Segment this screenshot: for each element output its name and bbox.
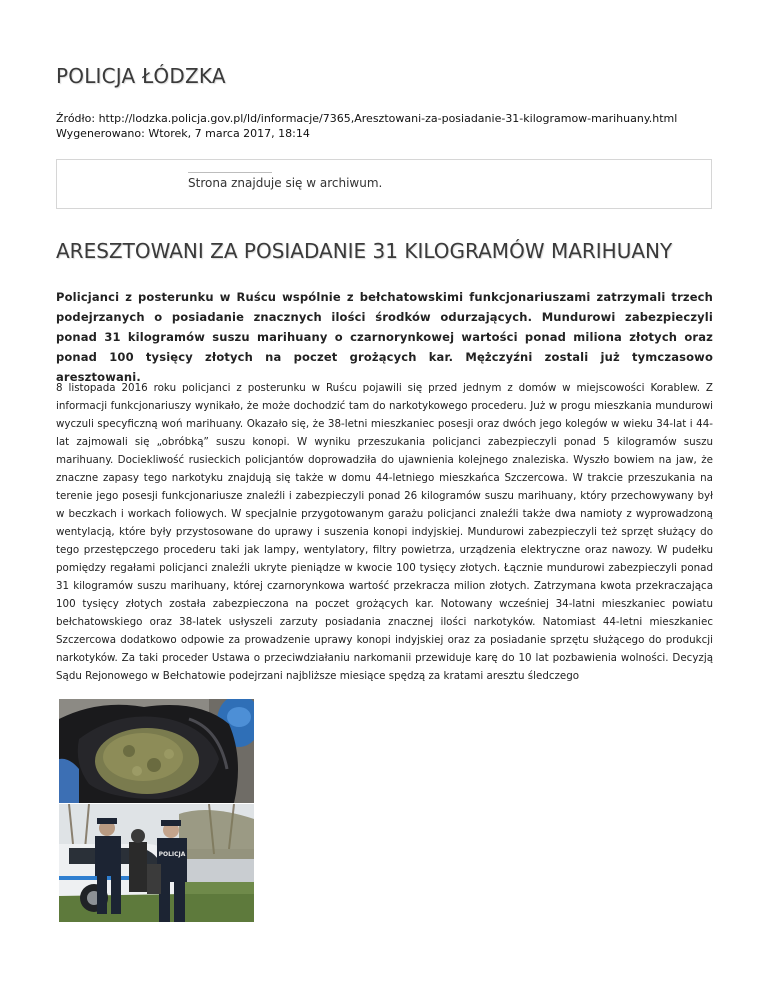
- archive-notice-box: [56, 159, 712, 209]
- source-line: Źródło: http://lodzka.policja.gov.pl/ld/informacje/7365,Aresztowani-za-posiadanie-31-kilogramow-marihuany.html: [56, 112, 678, 125]
- site-title: POLICJA ŁÓDZKA: [56, 64, 226, 88]
- article-body: 8 listopada 2016 roku policjanci z posterunku w Ruścu pojawili się przed jednym z domów w miejscowości Korablew. Z informacji funkcjonariuszy wynikało, że może dochodzić tam do narkotykowego procederu. Już w progu mieszkania mundurowi wyczuli specyficzną woń marihuany. Okazało się, że 38-letni mieszkaniec posesji oraz dwóch jego kolegów w wieku 34-lat i 44-lat zajmowali się „obróbką” suszu konopi. W wyniku przeszukania policjanci zabezpieczyli ponad 5 kilogramów suszu marihuany. Dociekliwość rusieckich policjantów doprowadziła do ujawnienia kolejnego znaleziska. Wyszło bowiem na jaw, że znaczne zapasy tego narkotyku znajdują się także w domu 44-letniego mieszkańca Szczercowa. W trakcie przeszukania na terenie jego posesji funkcjonariusze znaleźli i zabezpieczyli ponad 26 kilogramów suszu marihuany, który przechowywany był w beczkach i workach foliowych. W specjalnie przygotowanym garażu policjanci znaleźli także dwa namioty z wyprowadzoną wentylacją, które były przystosowane do uprawy i suszenia konopi indyjskiej. Mundurowi zabezpieczyli też sprzęt służący do tego przestępczego procederu taki jak lampy, wentylatory, filtry powietrza, urządzenia elektryczne oraz nawozy. W pudełku pomiędzy regałami policjanci znaleźli ukryte pieniądze w kwocie 100 tysięcy złotych. Łącznie mundurowi zabezpieczyli ponad 31 kilogramów suszu marihuany, której czarnorynkowa wartość przekracza milion złotych. Zatrzymana kwota przekraczająca 100 tysięcy złotych została zabezpieczona na poczet grożących kar. Notowany wcześniej 34-latni mieszkaniec powiatu bełchatowskiego oraz 38-latek usłyszeli zarzuty posiadania znacznej ilości narkotyków. Natomiast 44-letni mieszkaniec Szczercowa dodatkowo odpowie za prowadzenie uprawy konopi indyjskiej oraz za posiadanie sprzętu służącego do produkcji narkotyków. Za taki proceder Ustawa o przeciwdziałaniu narkomanii przewiduje karę do 10 lat pozbawienia wolności. Decyzją Sądu Rejonowego w Bełchatowie podejrzani najbliższe miesiące spędzą za kratami aresztu śledczego: [56, 382, 713, 682]
- archive-divider: [188, 172, 272, 173]
- document-meta: [56, 111, 677, 141]
- article-title: ARESZTOWANI ZA POSIADANIE 31 KILOGRAMÓW MARIHUANY: [56, 239, 673, 263]
- archive-notice-text: Strona znajduje się w archiwum.: [188, 176, 383, 190]
- vest-label: POLICJA: [158, 851, 186, 858]
- photo-marijuana-barrel: [59, 699, 254, 803]
- generated-line: Wygenerowano: Wtorek, 7 marca 2017, 18:14: [56, 127, 310, 140]
- article-lead: Policjanci z posterunku w Ruścu wspólnie z bełchatowskimi funkcjonariuszami zatrzymali trzech podejrzanych o posiadanie znacznych ilości środków odurzających. Mundurowi zabezpieczyli ponad 31 kilogramów suszu marihuany o czarnorynkowej wartości ponad miliona złotych oraz ponad 100 tysięcy złotych na poczet grożących kar. Mężczyźni zostali już tymczasowo aresztowani.: [56, 290, 713, 384]
- photo-police-officers: [59, 804, 254, 922]
